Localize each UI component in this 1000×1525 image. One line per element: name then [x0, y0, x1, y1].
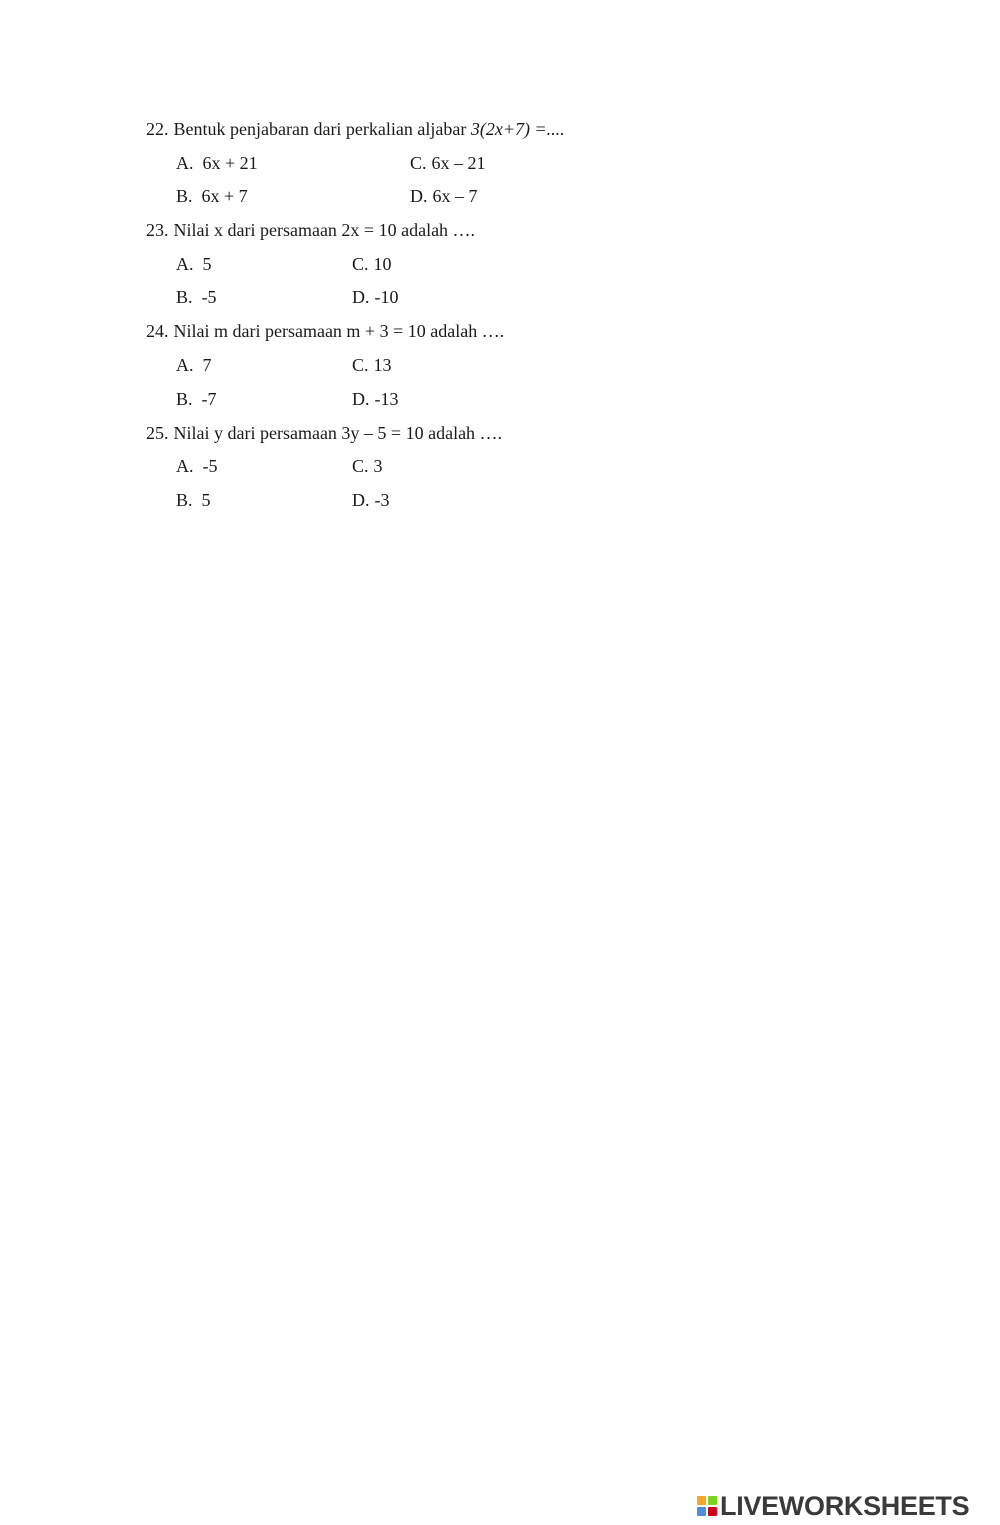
question-text: Bentuk penjabaran dari perkalian aljabar — [173, 119, 471, 139]
option-22-a[interactable] — [176, 152, 258, 174]
option-letter: A. — [176, 153, 194, 173]
question-number: 23. — [146, 220, 169, 240]
option-text: -3 — [374, 490, 390, 510]
option-23-c[interactable] — [352, 253, 392, 275]
option-letter: D. — [410, 186, 428, 206]
option-letter: B. — [176, 186, 193, 206]
option-text: 5 — [201, 490, 211, 510]
option-letter: D. — [352, 389, 370, 409]
option-text: 5 — [202, 254, 212, 274]
option-text: -10 — [374, 287, 399, 307]
option-text: -5 — [201, 287, 217, 307]
option-letter: D. — [352, 287, 370, 307]
logo-cell — [697, 1496, 706, 1505]
option-24-a[interactable] — [176, 354, 212, 376]
option-22-b[interactable] — [176, 185, 248, 207]
logo-cell — [708, 1496, 717, 1505]
option-text: 6x + 21 — [202, 153, 258, 173]
option-23-a[interactable] — [176, 253, 212, 275]
option-25-c[interactable] — [352, 455, 383, 477]
option-letter: A. — [176, 355, 194, 375]
watermark-text: LIVEWORKSHEETS — [720, 1490, 970, 1521]
question-text: Nilai x dari persamaan 2x = 10 adalah …. — [173, 220, 476, 240]
option-24-c[interactable] — [352, 354, 392, 376]
question-24 — [146, 320, 504, 342]
option-letter: C. — [352, 254, 369, 274]
option-22-c[interactable] — [410, 152, 486, 174]
option-22-d[interactable] — [410, 185, 478, 207]
liveworksheets-logo-icon — [697, 1496, 717, 1516]
option-text: 10 — [373, 254, 392, 274]
option-text: 3 — [373, 456, 383, 476]
option-text: -7 — [201, 389, 217, 409]
logo-cell — [708, 1507, 717, 1516]
question-25 — [146, 422, 502, 444]
question-expression: 3(2x+7) =.... — [470, 119, 565, 139]
question-number: 22. — [146, 119, 169, 139]
question-text: Nilai y dari persamaan 3y – 5 = 10 adalah …. — [173, 423, 503, 443]
option-text: -5 — [202, 456, 218, 476]
option-24-b[interactable] — [176, 388, 217, 410]
option-25-a[interactable] — [176, 455, 218, 477]
option-letter: B. — [176, 490, 193, 510]
option-letter: C. — [352, 456, 369, 476]
question-number: 24. — [146, 321, 169, 341]
option-letter: C. — [352, 355, 369, 375]
option-text: 13 — [373, 355, 392, 375]
option-24-d[interactable] — [352, 388, 399, 410]
option-letter: B. — [176, 287, 193, 307]
question-number: 25. — [146, 423, 169, 443]
option-text: 6x – 7 — [432, 186, 478, 206]
option-text: 6x + 7 — [201, 186, 248, 206]
option-25-b[interactable] — [176, 489, 211, 511]
question-22 — [146, 118, 565, 140]
option-letter: D. — [352, 490, 370, 510]
option-letter: A. — [176, 456, 194, 476]
option-23-d[interactable] — [352, 286, 399, 308]
question-23 — [146, 219, 475, 241]
option-letter: C. — [410, 153, 427, 173]
option-25-d[interactable] — [352, 489, 390, 511]
option-letter: A. — [176, 254, 194, 274]
option-letter: B. — [176, 389, 193, 409]
liveworksheets-watermark — [697, 1491, 969, 1521]
option-text: 7 — [202, 355, 212, 375]
option-text: -13 — [374, 389, 399, 409]
option-23-b[interactable] — [176, 286, 217, 308]
option-text: 6x – 21 — [431, 153, 486, 173]
logo-cell — [697, 1507, 706, 1516]
question-text: Nilai m dari persamaan m + 3 = 10 adalah …. — [173, 321, 505, 341]
